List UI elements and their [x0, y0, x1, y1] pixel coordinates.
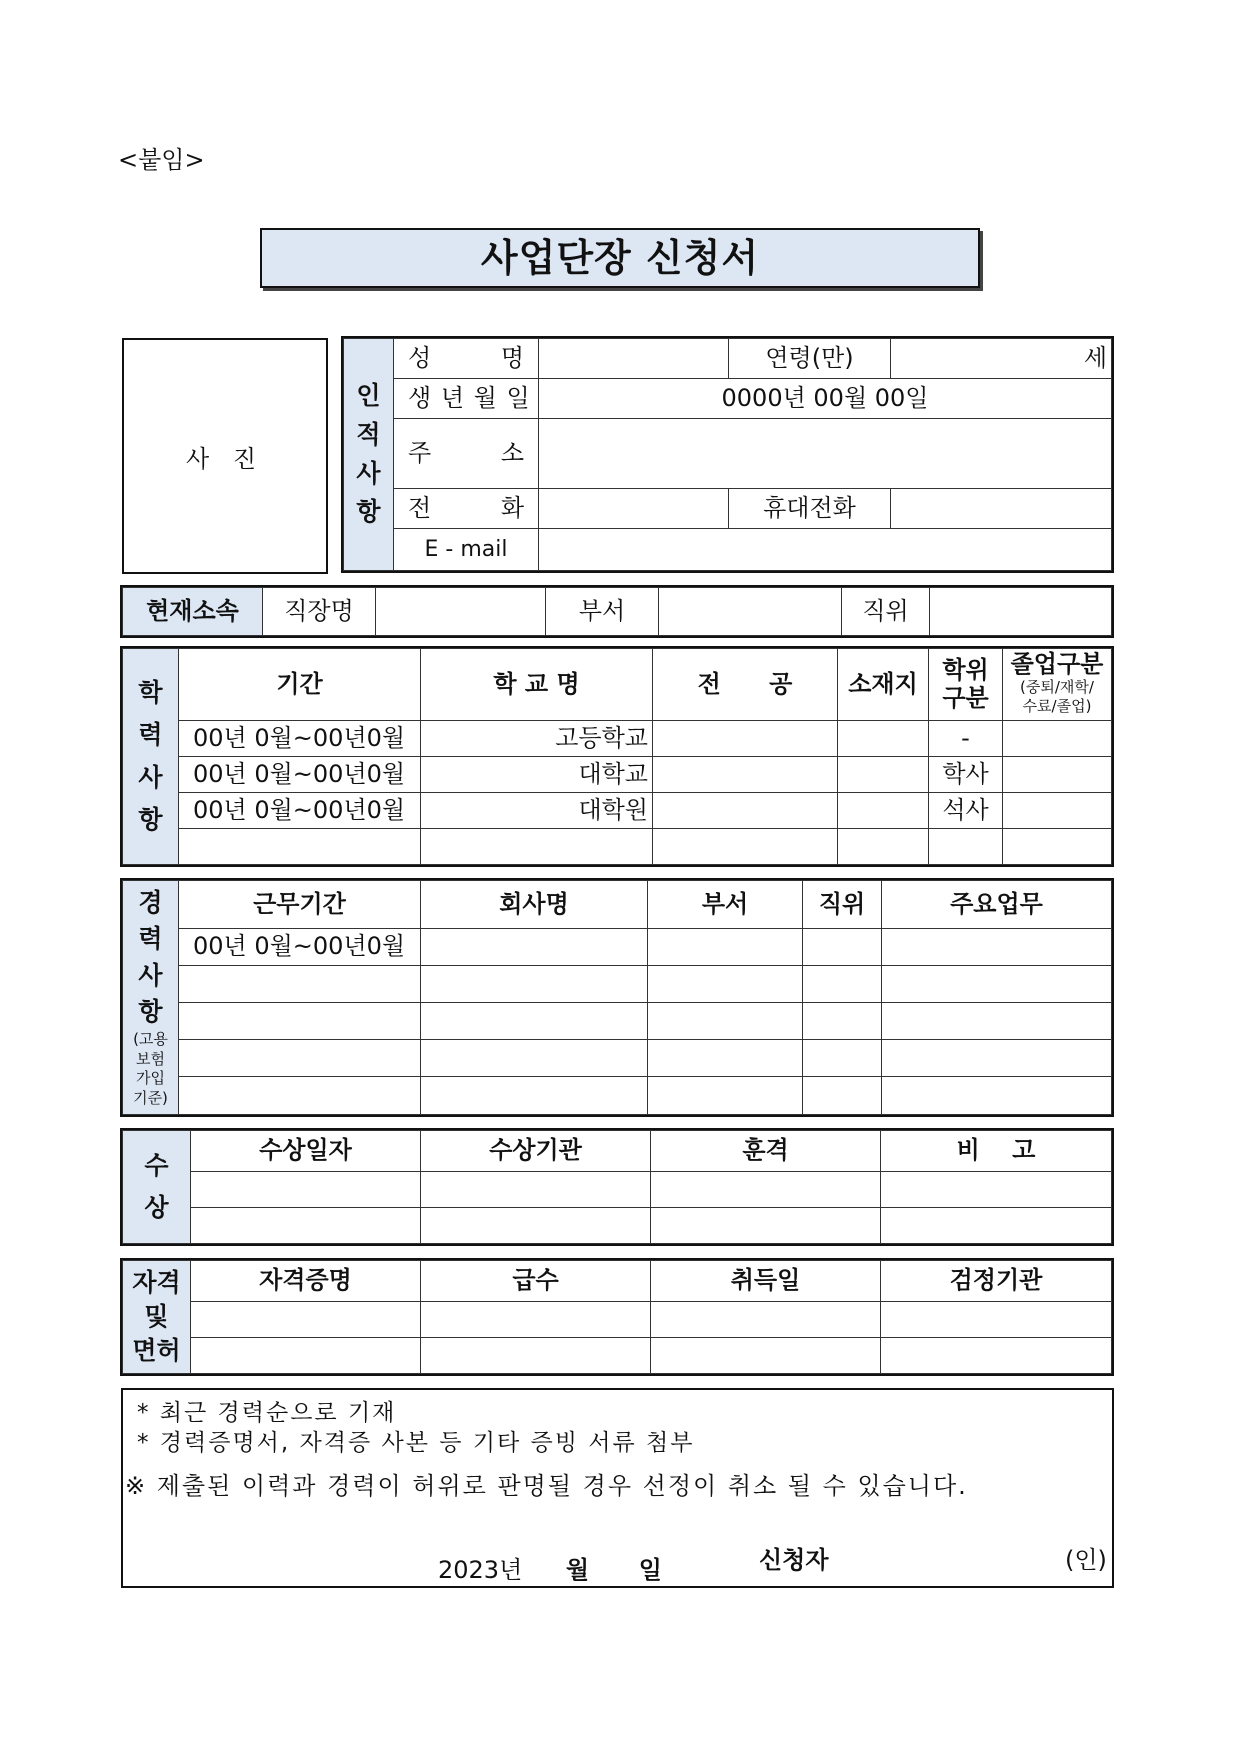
seal-mark[interactable]: (인) [1065, 1546, 1107, 1574]
edu-header-school: 학 교 명 [421, 649, 653, 721]
edu-degree[interactable]: 석사 [929, 793, 1003, 829]
license-name[interactable] [191, 1302, 421, 1338]
edu-location[interactable] [838, 721, 929, 757]
career-period[interactable]: 00년 0월~00년0월 [179, 929, 421, 966]
company-label: 직장명 [263, 588, 376, 636]
edu-school[interactable]: 대학교 [421, 757, 653, 793]
career-position[interactable] [803, 929, 882, 966]
edu-grad[interactable] [1003, 721, 1112, 757]
license-header-name: 자격증명 [191, 1261, 421, 1302]
edu-period[interactable] [179, 829, 421, 865]
notes-box [121, 1388, 1114, 1588]
edu-grad[interactable] [1003, 793, 1112, 829]
age-unit: 세 [1083, 343, 1107, 372]
license-date[interactable] [651, 1338, 881, 1374]
awards-date[interactable] [191, 1208, 421, 1244]
company-field[interactable] [376, 588, 546, 636]
license-header-grade: 급수 [421, 1261, 651, 1302]
career-period[interactable] [179, 1003, 421, 1040]
career-duty[interactable] [882, 1040, 1112, 1077]
career-dept[interactable] [648, 1003, 803, 1040]
table-row [123, 1003, 1112, 1040]
edu-header-grad: 졸업구분 (중퇴/재학/ 수료/졸업) [1003, 649, 1112, 721]
license-grade[interactable] [421, 1302, 651, 1338]
career-period[interactable] [179, 1040, 421, 1077]
awards-table [122, 1130, 1112, 1244]
career-duty[interactable] [882, 1003, 1112, 1040]
awards-title[interactable] [651, 1208, 881, 1244]
personal-info-table [343, 338, 1112, 571]
edu-period[interactable]: 00년 0월~00년0월 [179, 757, 421, 793]
career-table [122, 880, 1112, 1115]
awards-header-note: 비 고 [881, 1131, 1112, 1172]
career-company[interactable] [421, 929, 648, 966]
career-period[interactable] [179, 1077, 421, 1115]
career-header-period: 근무기간 [179, 881, 421, 929]
career-duty[interactable] [882, 1077, 1112, 1115]
career-header-position: 직위 [803, 881, 882, 929]
license-name[interactable] [191, 1338, 421, 1374]
awards-header-org: 수상기관 [421, 1131, 651, 1172]
awards-note[interactable] [881, 1172, 1112, 1208]
edu-location[interactable] [838, 793, 929, 829]
career-position[interactable] [803, 1003, 882, 1040]
phone-field[interactable] [539, 489, 729, 529]
career-position[interactable] [803, 966, 882, 1003]
table-row [123, 1208, 1112, 1244]
career-section-header: 경 력 사 항 (고용 보험 가입 기준) [123, 881, 179, 1115]
table-row [123, 1077, 1112, 1115]
edu-header-location: 소재지 [838, 649, 929, 721]
table-row [123, 1172, 1112, 1208]
edu-school[interactable]: 고등학교 [421, 721, 653, 757]
name-field[interactable] [539, 339, 729, 379]
edu-major[interactable] [653, 793, 838, 829]
table-row [123, 829, 1112, 865]
career-company[interactable] [421, 1040, 648, 1077]
awards-org[interactable] [421, 1208, 651, 1244]
current-affiliation-table [122, 587, 1112, 636]
awards-title[interactable] [651, 1172, 881, 1208]
license-header-org: 검정기관 [881, 1261, 1112, 1302]
career-dept[interactable] [648, 1040, 803, 1077]
dept-field[interactable] [659, 588, 842, 636]
edu-period[interactable]: 00년 0월~00년0월 [179, 793, 421, 829]
edu-header-period: 기간 [179, 649, 421, 721]
career-company[interactable] [421, 966, 648, 1003]
photo-label: 사 진 [186, 444, 264, 473]
edu-location[interactable] [838, 829, 929, 865]
edu-school[interactable]: 대학원 [421, 793, 653, 829]
license-table [122, 1260, 1112, 1374]
license-date[interactable] [651, 1302, 881, 1338]
career-company[interactable] [421, 1003, 648, 1040]
birth-label: 생 년 월 일 [394, 379, 539, 419]
career-duty[interactable] [882, 929, 1112, 966]
date-day: 일 [638, 1556, 662, 1584]
edu-grad[interactable] [1003, 757, 1112, 793]
page-title-box [260, 228, 980, 288]
table-row [123, 1338, 1112, 1374]
edu-location[interactable] [838, 757, 929, 793]
license-org[interactable] [881, 1338, 1112, 1374]
age-field[interactable] [891, 339, 1112, 379]
current-section-header: 현재소속 [123, 588, 263, 636]
age-label: 연령(만) [729, 339, 891, 379]
email-field[interactable] [539, 529, 1112, 571]
career-position[interactable] [803, 1077, 882, 1115]
edu-header-degree: 학위 구분 [929, 649, 1003, 721]
page-title: 사업단장 신청서 [480, 236, 760, 280]
edu-grad[interactable] [1003, 829, 1112, 865]
table-row [123, 929, 1112, 966]
career-dept[interactable] [648, 966, 803, 1003]
career-position[interactable] [803, 1040, 882, 1077]
education-table [122, 648, 1112, 865]
education-section-header: 학 력 사 항 [123, 649, 179, 865]
awards-header-date: 수상일자 [191, 1131, 421, 1172]
address-label: 주 소 [394, 419, 539, 489]
edu-degree[interactable]: - [929, 721, 1003, 757]
career-header-dept: 부서 [648, 881, 803, 929]
awards-org[interactable] [421, 1172, 651, 1208]
table-row [123, 793, 1112, 829]
career-duty[interactable] [882, 966, 1112, 1003]
position-field[interactable] [930, 588, 1112, 636]
awards-note[interactable] [881, 1208, 1112, 1244]
mobile-field[interactable] [891, 489, 1112, 529]
awards-section-header: 수 상 [123, 1131, 191, 1244]
position-label: 직위 [842, 588, 930, 636]
career-header-company: 회사명 [421, 881, 648, 929]
note-line-2: * 경력증명서, 자격증 사본 등 기타 증빙 서류 첨부 [137, 1430, 695, 1456]
applicant-label: 신청자 [759, 1546, 829, 1574]
license-section-header: 자격 및 면허 [123, 1261, 191, 1374]
career-dept[interactable] [648, 929, 803, 966]
table-row [123, 966, 1112, 1003]
date-year: 2023년 [438, 1556, 523, 1584]
date-month: 월 [565, 1556, 590, 1584]
edu-header-major: 전 공 [653, 649, 838, 721]
phone-label: 전 화 [394, 489, 539, 529]
edu-major[interactable] [653, 721, 838, 757]
license-org[interactable] [881, 1302, 1112, 1338]
address-field[interactable] [539, 419, 1112, 489]
edu-degree[interactable] [929, 829, 1003, 865]
edu-major[interactable] [653, 757, 838, 793]
table-row [123, 757, 1112, 793]
career-period[interactable] [179, 966, 421, 1003]
edu-major[interactable] [653, 829, 838, 865]
birth-field[interactable]: 0000년 00월 00일 [539, 379, 1112, 419]
note-line-3: ※ 제출된 이력과 경력이 허위로 판명될 경우 선정이 취소 될 수 있습니다. [125, 1472, 968, 1500]
edu-degree[interactable]: 학사 [929, 757, 1003, 793]
awards-date[interactable] [191, 1172, 421, 1208]
edu-school[interactable] [421, 829, 653, 865]
awards-header-title: 훈격 [651, 1131, 881, 1172]
career-dept[interactable] [648, 1077, 803, 1115]
edu-header-grad-note: (중퇴/재학/ 수료/졸업) [1020, 677, 1094, 716]
license-header-date: 취득일 [651, 1261, 881, 1302]
mobile-label: 휴대전화 [729, 489, 891, 529]
license-grade[interactable] [421, 1338, 651, 1374]
career-section-note: (고용 보험 가입 기준) [133, 1030, 168, 1107]
signature-date [438, 1550, 662, 1585]
career-header-duty: 주요업무 [882, 881, 1112, 929]
table-row [123, 1040, 1112, 1077]
table-row [123, 721, 1112, 757]
dept-label: 부서 [546, 588, 659, 636]
email-label: E - mail [394, 529, 539, 571]
career-company[interactable] [421, 1077, 648, 1115]
personal-section-header: 인 적 사 항 [344, 339, 394, 571]
attachment-label: <붙임> [118, 146, 205, 174]
name-label: 성 명 [394, 339, 539, 379]
note-line-1: * 최근 경력순으로 기재 [137, 1400, 397, 1426]
photo-box[interactable] [122, 338, 328, 574]
edu-period[interactable]: 00년 0월~00년0월 [179, 721, 421, 757]
table-row [123, 1302, 1112, 1338]
